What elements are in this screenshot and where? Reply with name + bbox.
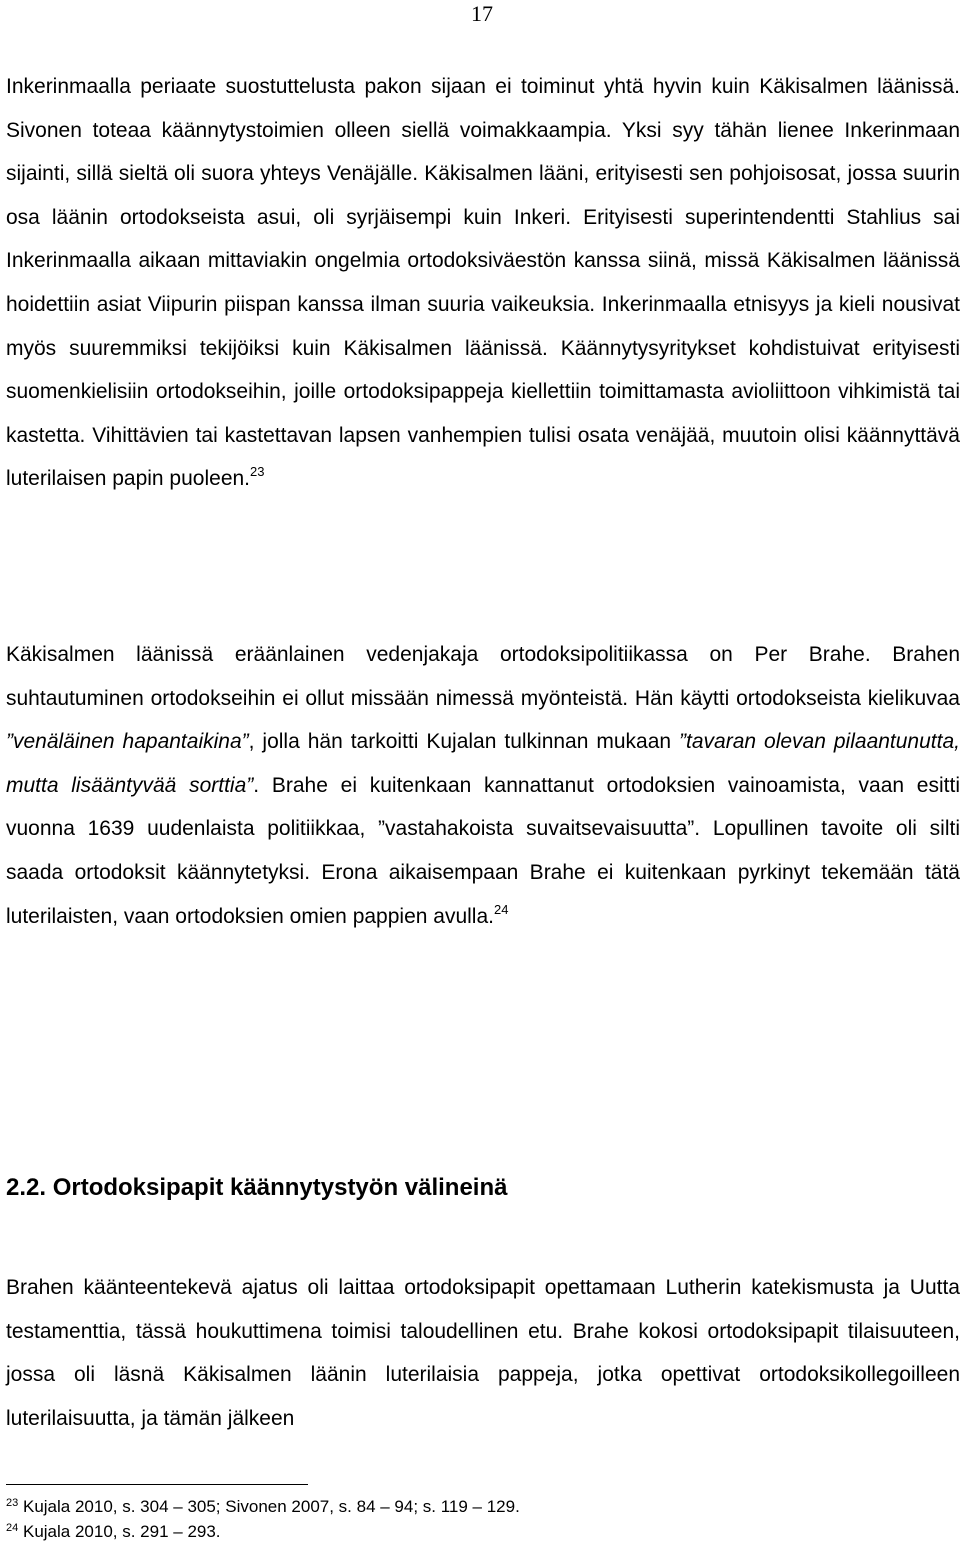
section-heading: 2.2. Ortodoksipapit käännytystyön välineinä <box>6 1174 508 1201</box>
footnote-reference: 24 <box>493 901 509 917</box>
paragraph-text: Inkerinmaalla periaate suostuttelusta pakon sijaan ei toiminut yhtä hyvin kuin Käkisalmen läänissä. Sivonen toteaa käännytystoimien olleen siellä voimakkaampia. Yksi syy tähän lienee Inkerinmaan sijainti, sillä sieltä oli suora yhteys Venäjälle. Käkisalmen lääni, erityisesti sen pohjoisosat, jossa suurin osa läänin ortodokseista asui, oli syrjäisempi kuin Inkeri. Erityisesti superintendentti Stahlius sai Inkerinmaalla aikaan mittaviakin ongelmia ortodoksiväestön kanssa siinä, missä Käkisalmen läänissä hoidettiin asiat Viipurin piispan kanssa ilman suuria vaikeuksia. Inkerinmaalla etnisyys ja kieli nousivat myös suuremmiksi tekijöiksi kuin Käkisalmen läänissä. Käännytysyritykset kohdistuivat erityisesti suomenkielisiin ortodokseihin, joille ortodoksipappeja kiellettiin toimittamasta avioliittoon vihkimistä tai kastetta. Vihittävien tai kastettavan lapsen vanhempien tulisi osata venäjää, muutoin olisi käännyttävä luterilaisen papin puoleen. <box>6 75 960 491</box>
body-paragraph-1 <box>6 65 960 501</box>
paragraph-text-part: Käkisalmen läänissä eräänlainen vedenjakaja ortodoksipolitiikassa on Per Brahe. Brahen suhtautuminen ortodokseihin ei ollut missään nimessä myönteistä. Hän käytti ortodokseista kielikuvaa <box>6 643 960 710</box>
page-number: 17 <box>471 1 493 26</box>
paragraph-text-part: , jolla hän tarkoitti Kujalan tulkinnan mukaan <box>248 730 680 754</box>
footnote-reference: 23 <box>250 464 265 480</box>
paragraph-text: Brahen käänteentekevä ajatus oli laittaa ortodoksipapit opettamaan Lutherin katekismusta ja Uutta testamenttia, tässä houkuttimena toimisi taloudellinen etu. Brahe kokosi ortodoksipapit tilaisuuteen, jossa oli läsnä Käkisalmen läänin luterilaisia pappeja, jotka opettivat ortodoksikollegoilleen luterilaisuutta, ja tämän jälkeen <box>6 1276 960 1430</box>
body-paragraph-2 <box>6 633 960 938</box>
body-paragraph-3 <box>6 1266 960 1440</box>
footnote-separator <box>6 1484 308 1485</box>
footnote <box>6 1496 520 1518</box>
italic-quote: ”venäläinen hapantaikina” <box>6 730 249 754</box>
italic-quote: ”tavaran olevan pilaantunutta, mutta lisääntyvää sorttia” <box>6 730 960 797</box>
footnote-text: Kujala 2010, s. 304 – 305; Sivonen 2007, s. 84 – 94; s. 119 – 129. <box>22 1497 520 1516</box>
footnote-number: 23 <box>6 1497 19 1509</box>
paragraph-text-part: . Brahe ei kuitenkaan kannattanut ortodoksien vainoamista, vaan esitti vuonna 1639 uudenlaista politiikkaa, ”vastahakoista suvaitsevaisuutta”. Lopullinen tavoite oli silti saada ortodoksit käännytetyksi. Erona aikaisempaan Brahe ei kuitenkaan pyrkinyt tekemään tätä luterilaisten, vaan ortodoksien omien pappien avulla. <box>6 773 960 928</box>
footnote <box>6 1521 221 1543</box>
footnote-text: Kujala 2010, s. 291 – 293. <box>22 1522 221 1541</box>
footnote-number: 24 <box>6 1522 19 1534</box>
